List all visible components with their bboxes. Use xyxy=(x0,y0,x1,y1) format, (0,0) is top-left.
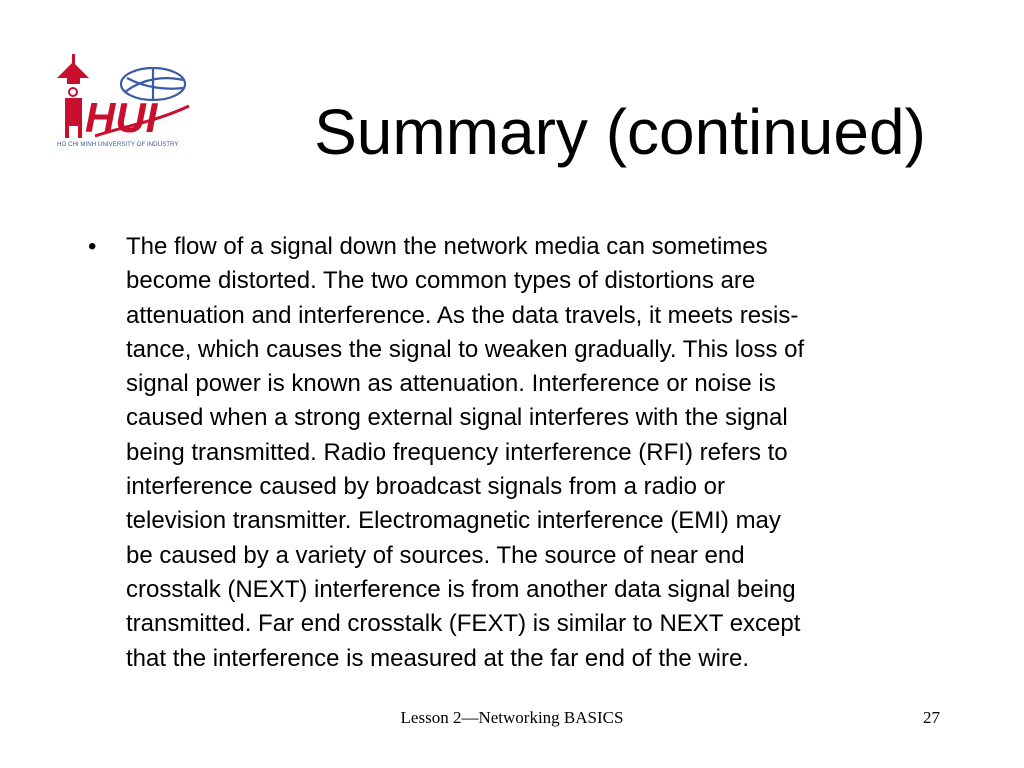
bullet-line: caused when a strong external signal interferes with the signal xyxy=(126,404,788,432)
bullet-line: television transmitter. Electromagnetic interference (EMI) may xyxy=(126,507,781,535)
hui-logo-graphic xyxy=(55,52,195,148)
slide-title: Summary (continued) xyxy=(314,96,926,168)
logo-subtitle: HO CHI MINH UNIVERSITY OF INDUSTRY xyxy=(57,141,179,148)
bullet-line: The flow of a signal down the network media can sometimes xyxy=(126,233,768,260)
bullet-line: that the interference is measured at the far end of the wire. xyxy=(126,644,750,672)
page-number: 27 xyxy=(923,708,940,727)
bullet-icon: • xyxy=(88,233,97,260)
bullet-line: become distorted. The two common types of distortions are xyxy=(126,267,756,295)
bullet-line: be caused by a variety of sources. The source of near end xyxy=(126,541,745,569)
bullet-line: tance, which causes the signal to weaken gradually. This loss of xyxy=(126,335,805,363)
logo-wordmark: HUI xyxy=(85,94,158,141)
bullet-line: interference caused by broadcast signals from a radio or xyxy=(126,473,725,501)
footer-title: Lesson 2—Networking BASICS xyxy=(400,708,624,727)
university-logo xyxy=(55,52,195,148)
bullet-line: crosstalk (NEXT) interference is from another data signal being xyxy=(126,575,796,603)
slide-body xyxy=(80,230,940,676)
bullet-text xyxy=(126,230,940,676)
bullet-line: signal power is known as attenuation. Interference or noise is xyxy=(126,370,776,398)
bullet-item xyxy=(80,230,940,676)
bullet-line: attenuation and interference. As the data travels, it meets resis- xyxy=(126,301,799,329)
bullet-list xyxy=(80,230,940,676)
bullet-line: being transmitted. Radio frequency interference (RFI) refers to xyxy=(126,438,788,466)
bullet-line: transmitted. Far end crosstalk (FEXT) is similar to NEXT except xyxy=(126,610,801,638)
